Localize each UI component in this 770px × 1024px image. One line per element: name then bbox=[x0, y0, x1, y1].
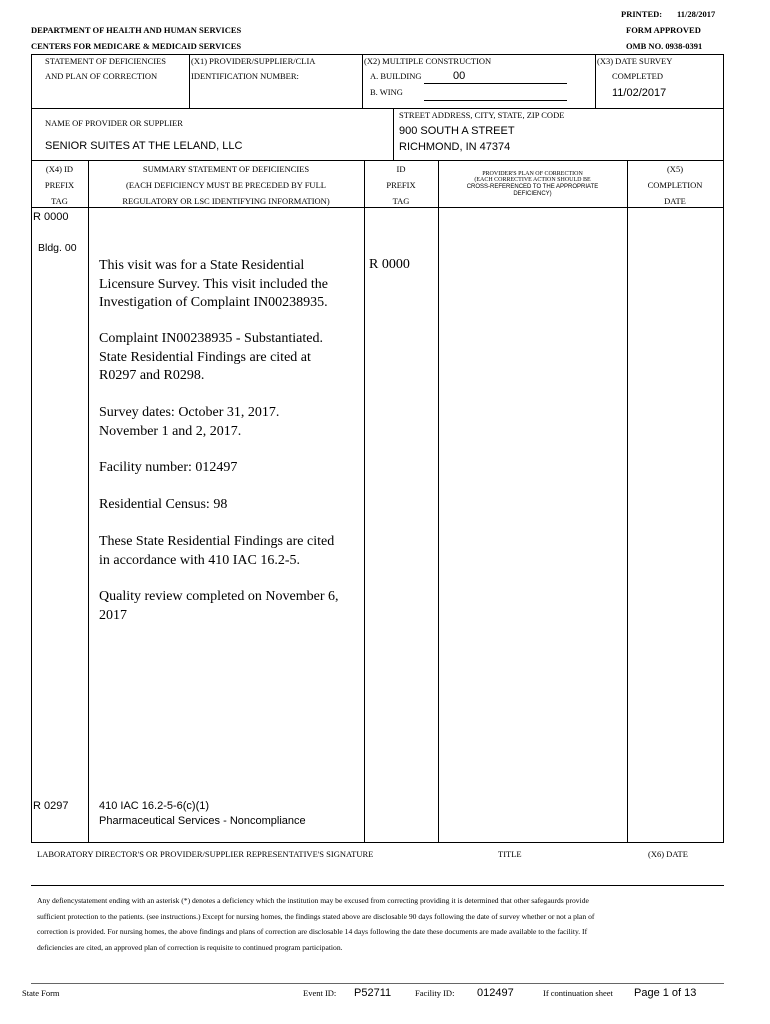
wing-underline bbox=[424, 100, 567, 101]
signature-label: LABORATORY DIRECTOR'S OR PROVIDER/SUPPLIER REPRESENTATIVE'S SIGNATURE bbox=[37, 849, 374, 859]
plan-header-1: PROVIDER'S PLAN OF CORRECTION bbox=[482, 171, 583, 177]
facility-id-value: 012497 bbox=[477, 987, 514, 999]
tag-r0000-right: R 0000 bbox=[369, 257, 410, 272]
id-header-2: PREFIX bbox=[386, 180, 416, 190]
footer-line bbox=[31, 983, 724, 984]
box1-divider-2 bbox=[362, 54, 363, 108]
x3-label-1: (X3) DATE SURVEY bbox=[597, 56, 673, 66]
paragraph-complaint: Complaint IN00238935 - Substantiated. State Residential Findings are cited at R0297 and R0298. bbox=[99, 331, 323, 383]
disclosure-notice: Any defiencystatement ending with an asterisk (*) denotes a deficiency which the institution may be excused from correcting providing it is determined that other safegaurds provide sufficient protection to the patients. (see instructions.) Except for nursing homes, the findings stated above are disclosable 90 days following the date of survey whether or not a plan of correction is provided. For nursing homes, the above findings and plans of correction are disclosable 14 days following the date these documents are made available to the facility. If deficiencies are cited, an approved plan of correction is requisite to continued program participation. bbox=[37, 896, 595, 952]
paragraph-findings: These State Residential Findings are cited in accordance with 410 IAC 16.2-5. bbox=[99, 534, 335, 568]
x5-header-3: DATE bbox=[664, 196, 686, 206]
plan-header-2: (EACH CORRECTIVE ACTION SHOULD BE bbox=[474, 177, 591, 183]
paragraph-facility-number: Facility number: 012497 bbox=[99, 460, 238, 475]
paragraph-visit: This visit was for a State Residential Licensure Survey. This visit included the Investigation of Complaint IN00238935. bbox=[99, 258, 329, 310]
printed-label: PRINTED: bbox=[621, 9, 663, 19]
box1-divider-1 bbox=[189, 54, 190, 108]
statement-label-1: STATEMENT OF DEFICIENCIES bbox=[45, 56, 167, 66]
building-underline bbox=[424, 83, 567, 84]
id-header-1: ID bbox=[396, 164, 406, 174]
statement-label-2: AND PLAN OF CORRECTION bbox=[45, 71, 158, 81]
address-label: STREET ADDRESS, CITY, STATE, ZIP CODE bbox=[399, 110, 565, 120]
header-band-bottom bbox=[31, 207, 724, 208]
x3-label-2: COMPLETED bbox=[612, 71, 663, 81]
table-left-border bbox=[31, 160, 32, 842]
box1-bottom-border bbox=[31, 108, 724, 109]
building-value: 00 bbox=[453, 70, 466, 82]
x1-label-2: IDENTIFICATION NUMBER: bbox=[191, 71, 299, 81]
state-form-label: State Form bbox=[22, 988, 60, 998]
box2-left-border bbox=[31, 108, 32, 160]
table-bottom-border bbox=[31, 842, 724, 843]
building-tag: Bldg. 00 bbox=[38, 242, 77, 254]
plan-header-4: DEFICIENCY) bbox=[513, 191, 552, 197]
x4-header-2: PREFIX bbox=[44, 180, 75, 190]
provider-name-label: NAME OF PROVIDER OR SUPPLIER bbox=[45, 118, 183, 128]
box1-top-border bbox=[31, 54, 724, 55]
date-label: (X6) DATE bbox=[648, 849, 688, 859]
regulation-title: Pharmaceutical Services - Noncompliance bbox=[99, 815, 306, 827]
printed-date: 11/28/2017 bbox=[677, 9, 716, 19]
x1-label-1: (X1) PROVIDER/SUPPLIER/CLIA bbox=[191, 56, 316, 66]
paragraph-quality-review: Quality review completed on November 6, 2017 bbox=[99, 589, 339, 623]
box1-divider-3 bbox=[595, 54, 596, 108]
signature-bottom-line bbox=[31, 885, 724, 886]
wing-label: B. WING bbox=[370, 87, 403, 97]
form-approved: FORM APPROVED bbox=[626, 25, 701, 35]
provider-name: SENIOR SUITES AT THE LELAND, LLC bbox=[45, 140, 243, 152]
omb-number: OMB NO. 0938-0391 bbox=[626, 41, 703, 51]
plan-header-3: CROSS-REFERENCED TO THE APPROPRIATE bbox=[466, 184, 599, 190]
event-id-value: P52711 bbox=[354, 987, 392, 999]
col-divider-4 bbox=[627, 160, 628, 842]
box1-left-border bbox=[31, 54, 32, 108]
box2-bottom-border bbox=[31, 160, 724, 161]
address-line-2: RICHMOND, IN 47374 bbox=[399, 141, 511, 153]
centers-title: CENTERS FOR MEDICARE & MEDICAID SERVICES bbox=[31, 41, 242, 51]
page-number: Page 1 of 13 bbox=[634, 987, 697, 999]
x4-header-1: (X4) ID bbox=[45, 164, 74, 174]
continuation-label: If continuation sheet bbox=[543, 988, 613, 998]
summary-header-3: REGULATORY OR LSC IDENTIFYING INFORMATION) bbox=[122, 196, 330, 206]
x5-header-2: COMPLETION bbox=[647, 180, 703, 190]
x5-header-1: (X5) bbox=[666, 164, 684, 174]
col-divider-1 bbox=[88, 160, 89, 842]
paragraph-census: Residential Census: 98 bbox=[99, 497, 228, 512]
facility-id-label: Facility ID: bbox=[415, 988, 455, 998]
col-divider-2 bbox=[364, 160, 365, 842]
summary-header-2: (EACH DEFICIENCY MUST BE PRECEDED BY FULL bbox=[126, 180, 326, 190]
id-header-3: TAG bbox=[392, 196, 410, 206]
x2-label: (X2) MULTIPLE CONSTRUCTION bbox=[364, 56, 492, 66]
box2-divider bbox=[393, 108, 394, 160]
address-line-1: 900 SOUTH A STREET bbox=[399, 125, 515, 137]
title-label: TITLE bbox=[498, 849, 522, 859]
col-divider-3 bbox=[438, 160, 439, 842]
box1-right-border bbox=[723, 54, 724, 108]
regulation-code: 410 IAC 16.2-5-6(c)(1) bbox=[99, 800, 210, 812]
building-label: A. BUILDING bbox=[370, 71, 422, 81]
summary-header-1: SUMMARY STATEMENT OF DEFICIENCIES bbox=[142, 164, 310, 174]
event-id-label: Event ID: bbox=[303, 988, 337, 998]
tag-r0297: R 0297 bbox=[33, 800, 69, 812]
tag-r0000: R 0000 bbox=[33, 211, 69, 223]
table-right-border bbox=[723, 160, 724, 842]
date-completed: 11/02/2017 bbox=[612, 87, 667, 99]
box2-right-border bbox=[723, 108, 724, 160]
paragraph-survey-dates: Survey dates: October 31, 2017. November 1 and 2, 2017. bbox=[99, 405, 280, 439]
department-title: DEPARTMENT OF HEALTH AND HUMAN SERVICES bbox=[31, 25, 242, 35]
x4-header-3: TAG bbox=[51, 196, 68, 206]
